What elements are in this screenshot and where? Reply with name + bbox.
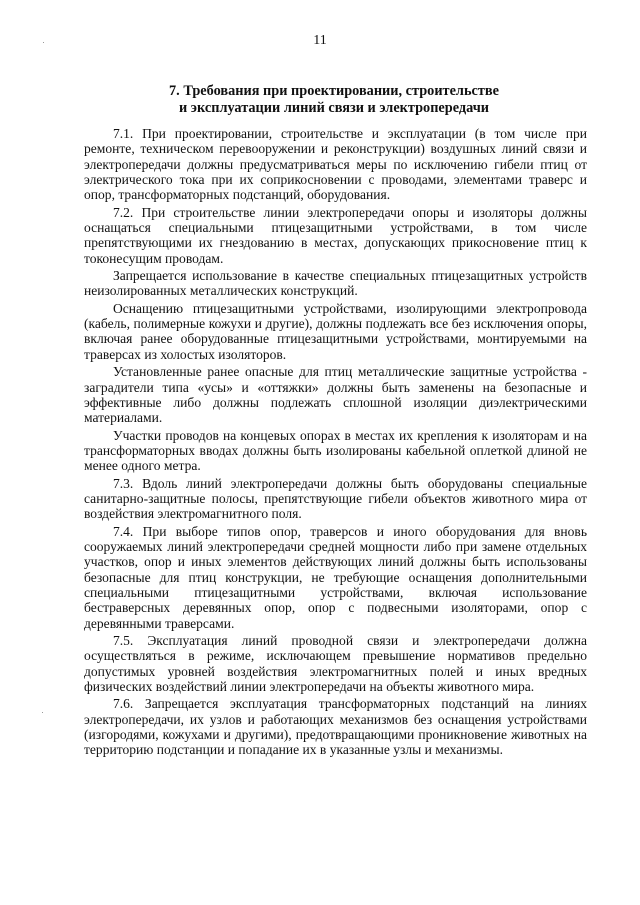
section-title — [84, 83, 584, 117]
paragraph-wire-insulation: Участки проводов на концевых опорах в местах их крепления к изоляторам и на трансформаторных вводах должны быть изолированы кабельной оплеткой длиной не менее одного метра. — [84, 427, 587, 474]
paragraph-7-1: 7.1. При проектировании, строительстве и эксплуатации (в том числе при ремонте, техническом перевооружении и реконструкции) воздушных линий связи и электропередачи должны предусматриваться меры по исключению гибели птиц от электрического тока при их соприкосновении с проводами, элементами траверс и опор, трансформаторных подстанций, оборудования. — [84, 126, 587, 203]
page-number: 11 — [313, 33, 327, 48]
paragraph-7-6: 7.6. Запрещается эксплуатация трансформаторных подстанций на линиях электропередачи, их узлов и работающих механизмов без оснащения устройствами (изгородями, кожухами и другими), предотвращающими проникновение животных на территорию подстанции и попадание их в указанные узлы и механизмы. — [84, 696, 587, 758]
paragraph-7-4: 7.4. При выборе типов опор, траверсов и иного оборудования для вновь сооружаемых линий электропередачи средней мощности либо при замене отдельных участков, опор и иных элементов действующих линий должны быть использованы безопасные для птиц конструкции, не требующие оснащения дополнительными специальными птицезащитными устройствами, включая использование бестраверсных деревянных опор, опор с подвесными изоляторами, опор с деревянными траверсами. — [84, 523, 587, 631]
paragraph-7-3: 7.3. Вдоль линий электропередачи должны быть оборудованы специальные санитарно-защитные полосы, препятствующие гибели объектов животного мира от воздействия электромагнитного поля. — [84, 475, 587, 522]
section-title-line-1: 7. Требования при проектировании, строительстве — [169, 83, 499, 99]
scan-mark — [43, 42, 44, 43]
scan-mark — [42, 712, 43, 713]
paragraph-7-5: 7.5. Эксплуатация линий проводной связи и электропередачи должна осуществляться в режиме, исключающем превышение нормативов предельно допустимых уровней воздействия электромагнитных полей и иных вредных физических воздействий линии электропередачи на объекты животного мира. — [84, 633, 587, 695]
paragraph-7-2: 7.2. При строительстве линии электропередачи опоры и изоляторы должны оснащаться специальными птицезащитными устройствами, в том числе препятствующими их гнездованию в местах, допускающих прикосновение птиц к токонесущим проводам. — [84, 204, 587, 266]
paragraph-replacement: Установленные ранее опасные для птиц металлические защитные устройства - заградители типа «усы» и «оттяжки» должны быть заменены на безопасные и эффективные либо должны подлежать сплошной изоляции диэлектрическими материалами. — [84, 364, 587, 426]
section-title-line-2: и эксплуатации линий связи и электропередачи — [179, 100, 489, 116]
body-text — [84, 126, 587, 760]
paragraph-prohibition: Запрещается использование в качестве специальных птицезащитных устройств неизолированных металлических конструкций. — [84, 268, 587, 299]
paragraph-equipment: Оснащению птицезащитными устройствами, изолирующими электропровода (кабель, полимерные кожухи и другие), должны подлежать все без исключения опоры, включая ранее оборудованные птицезащитными устройствами, монтируемыми на траверсах из холостых изоляторов. — [84, 300, 587, 362]
